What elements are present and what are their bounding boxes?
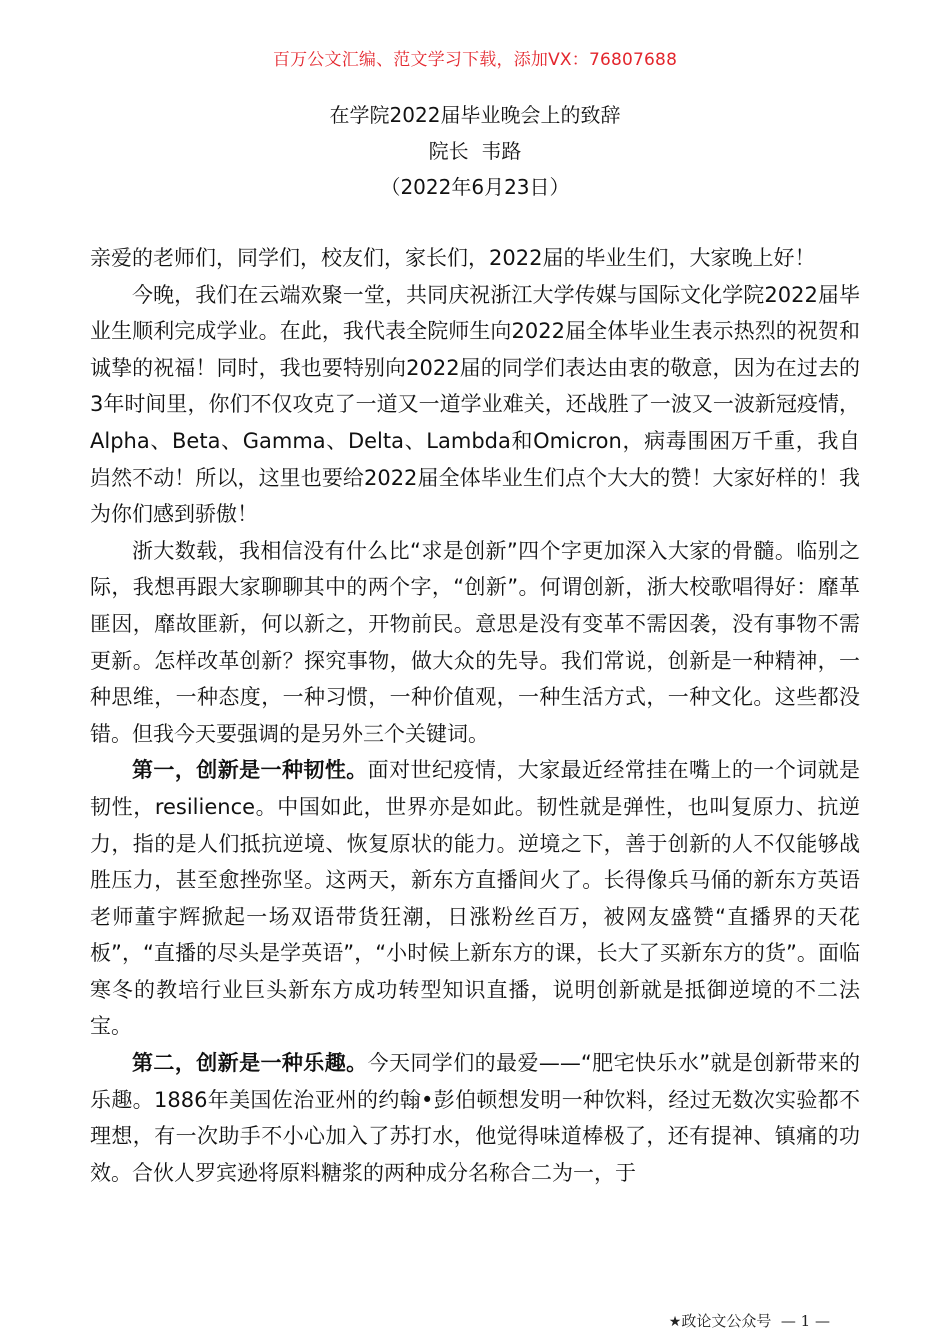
paragraph-4 — [90, 1045, 860, 1191]
paragraph-4-heading: 第二，创新是一种乐趣。 — [132, 1051, 368, 1076]
paragraph-2: 浙大数载，我相信没有什么比“求是创新”四个字更加深入大家的骨髓。临别之际，我想再跟大家聊聊其中的两个字，“创新”。何谓创新，浙大校歌唱得好：靡革匪因，靡故匪新，何以新之，开物前民。意思是没有变革不需因袭，没有事物不需更新。怎样改革创新？探究事物，做大众的先导。我们常说，创新是一种精神，一种思维，一种态度，一种习惯，一种价值观，一种生活方式，一种文化。这些都没错。但我今天要强调的是另外三个关键词。 — [90, 538, 860, 746]
paragraph-1: 今晚，我们在云端欢聚一堂，共同庆祝浙江大学传媒与国际文化学院2022届毕业生顺利完成学业。在此，我代表全院师生向2022届全体毕业生表示热烈的祝贺和诚挚的祝福！同时，我也要特别向2022届的同学们表达由衷的敬意，因为在过去的3年时间里，你们不仅攻克了一道又一道学业难关，还战胜了一波又一波新冠疫情，Alpha、Beta、Gamma、Delta、Lambda和Omicron，病毒围困万千重，我自岿然不动！所以，这里也要给2022届全体毕业生们点个大大的赞！大家好样的！我为你们感到骄傲！ — [90, 282, 860, 527]
header-advertisement: 百万公文汇编、范文学习下载，添加VX：76807688 — [272, 50, 678, 70]
title-block — [0, 97, 950, 205]
document-author: 院长 韦路 — [428, 139, 522, 163]
document-body — [90, 240, 860, 1191]
paragraph-3-text: 面对世纪疫情，大家最近经常挂在嘴上的一个词就是韧性，resilience。中国如此，世界亦是如此。韧性就是弹性，也叫复原力、抗逆力，指的是人们抵抗逆境、恢复原状的能力。逆境之下，善于创新的人不仅能够战胜压力，甚至愈挫弥坚。这两天，新东方直播间火了。长得像兵马俑的新东方英语老师董宇辉掀起一场双语带货狂潮，日涨粉丝百万，被网友盛赞“直播界的天花板”，“直播的尽头是学英语”，“小时候上新东方的课，长大了买新东方的货”。面临寒冬的教培行业巨头新东方成功转型知识直播，说明创新就是抵御逆境的不二法宝。 — [90, 758, 861, 1039]
star-icon: ★ — [668, 1314, 682, 1330]
paragraph-3-heading: 第一，创新是一种韧性。 — [132, 758, 368, 783]
paragraph-4-text: 今天同学们的最爱——“肥宅快乐水”就是创新带来的乐趣。1886年美国佐治亚州的约翰•彭伯顿想发明一种饮料，经过无数次实验都不理想，有一次助手不小心加入了苏打水，他觉得味道棒极了，还有提神、镇痛的功效。合伙人罗宾逊将原料糖浆的两种成分名称合二为一，于 — [90, 1051, 861, 1185]
paragraph-3 — [90, 752, 860, 1045]
footer-label: 政论文公众号 — [681, 1312, 772, 1330]
document-title: 在学院2022届毕业晚会上的致辞 — [329, 103, 621, 127]
document-date: （2022年6月23日） — [380, 175, 570, 199]
greeting-paragraph: 亲爱的老师们，同学们，校友们，家长们，2022届的毕业生们，大家晚上好！ — [90, 246, 816, 270]
page-number: — 1 — — [780, 1312, 830, 1330]
page-footer — [669, 1310, 830, 1331]
